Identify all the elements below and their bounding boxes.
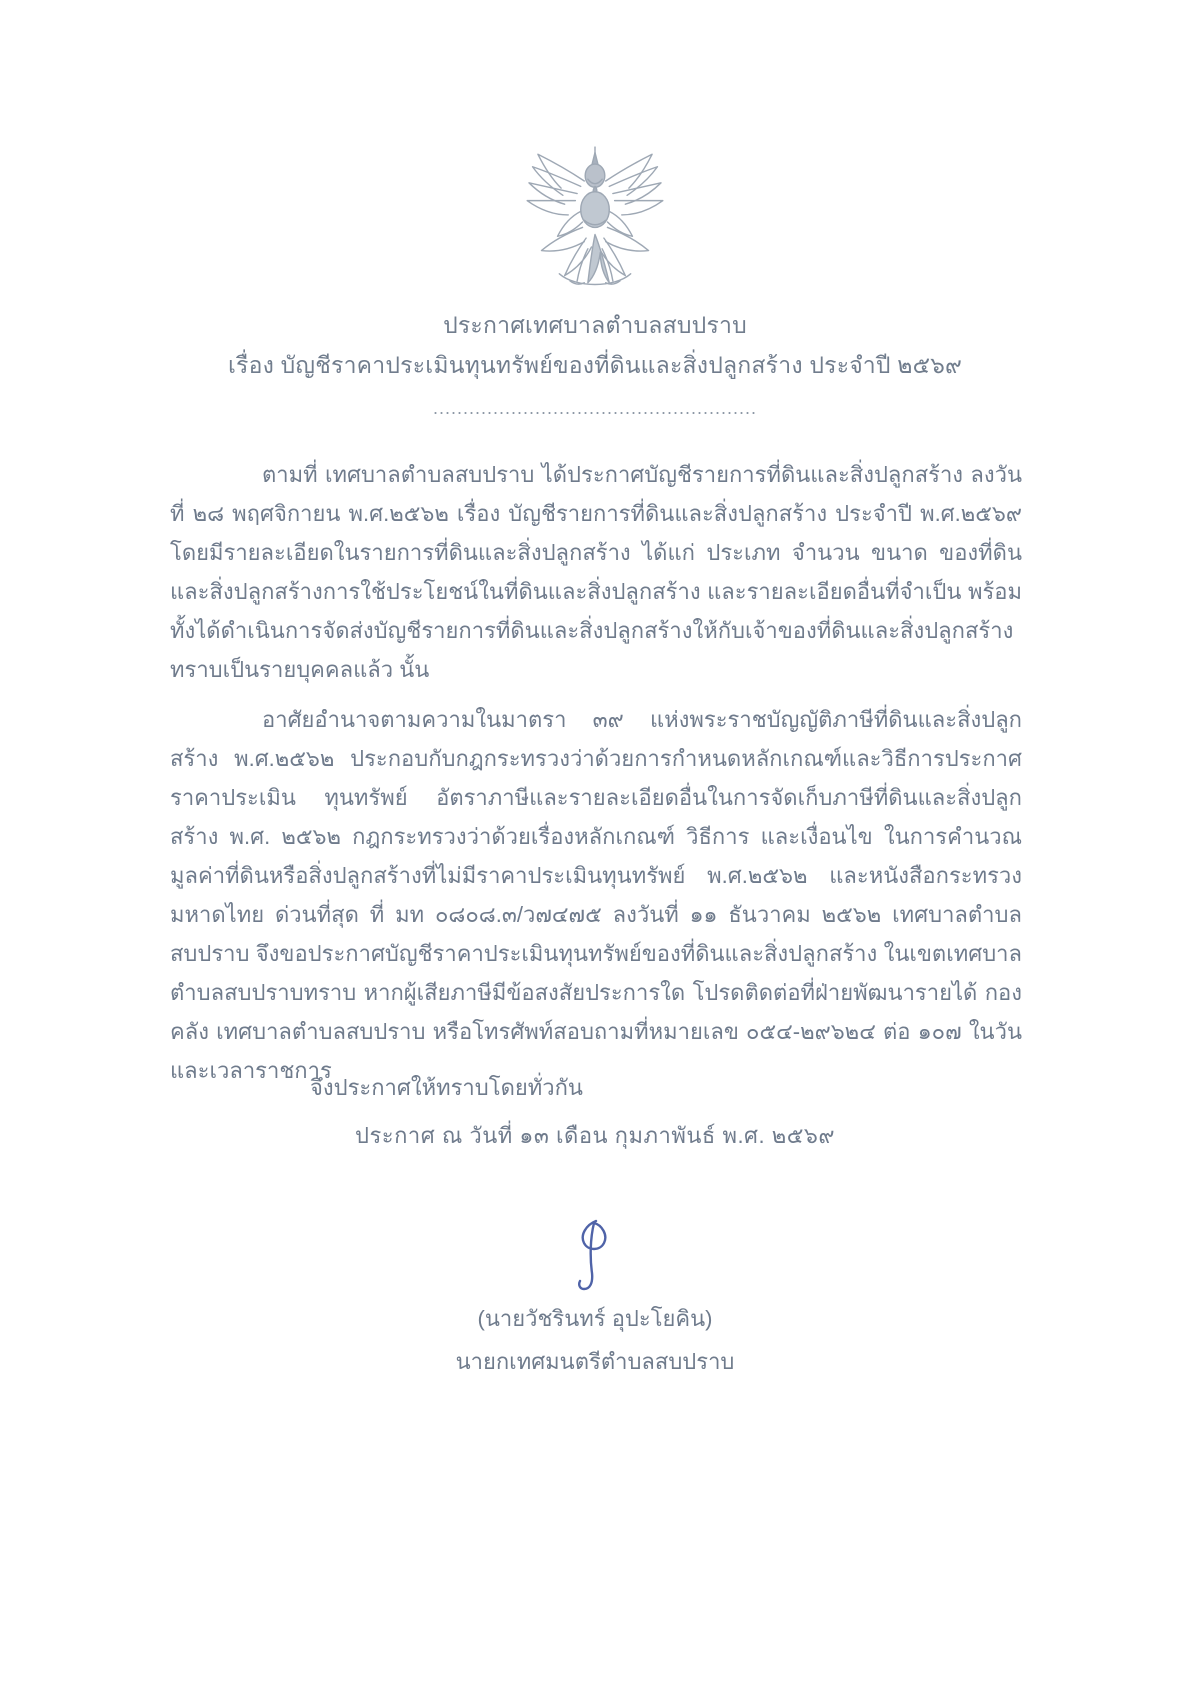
announcement-subject: เรื่อง บัญชีราคาประเมินทุนทรัพย์ของที่ดินและสิ่งปลูกสร้าง ประจำปี ๒๕๖๙: [227, 352, 963, 378]
handwritten-signature: [550, 1215, 640, 1295]
paragraph-1-text: ตามที่ เทศบาลตำบลสบปราบ ได้ประกาศบัญชีรายการที่ดินและสิ่งปลูกสร้าง ลงวันที่ ๒๘ พฤศจิกายน พ.ศ.๒๕๖๒ เรื่อง บัญชีรายการที่ดินและสิ่งปลูกสร้าง ประจำปี พ.ศ.๒๕๖๙ โดยมีรายละเอียดในรายการที่ดินและสิ่งปลูกสร้าง ได้แก่ ประเภท จำนวน ขนาด ของที่ดินและสิ่งปลูกสร้างการใช้ประโยชน์ในที่ดินและสิ่งปลูกสร้าง และรายละเอียดอื่นที่จำเป็น พร้อมทั้งได้ดำเนินการจัดส่งบัญชีรายการที่ดินและสิ่งปลูกสร้างให้กับเจ้าของที่ดินและสิ่งปลูกสร้างทราบเป็นรายบุคคลแล้ว นั้น: [170, 462, 1022, 682]
signature-block: [0, 1215, 1190, 1379]
paragraph-1: [170, 455, 1022, 689]
date-line: ประกาศ ณ วันที่ ๑๓ เดือน กุมภาพันธ์ พ.ศ. ๒๕๖๙: [355, 1123, 835, 1148]
paragraph-2: [170, 700, 1022, 1090]
announcement-title: ประกาศเทศบาลตำบลสบปราบ: [443, 312, 747, 338]
closing-line: จึงประกาศให้ทราบโดยทั่วกัน: [310, 1075, 583, 1100]
heading-divider: ......................................................: [432, 398, 758, 418]
signer-name: (นายวัชรินทร์ อุปะโยคิน): [477, 1306, 713, 1331]
signer-title: นายกเทศมนตรีตำบลสบปราบ: [455, 1349, 735, 1374]
paragraph-2-text: อาศัยอำนาจตามความในมาตรา ๓๙ แห่งพระราชบัญญัติภาษีที่ดินและสิ่งปลูกสร้าง พ.ศ.๒๕๖๒ ประกอบกับกฎกระทรวงว่าด้วยการกำหนดหลักเกณฑ์และวิธีการประกาศราคาประเมิน ทุนทรัพย์ อัตราภาษีและรายละเอียดอื่นในการจัดเก็บภาษีที่ดินและสิ่งปลูกสร้าง พ.ศ. ๒๕๖๒ กฎกระทรวงว่าด้วยเรื่องหลักเกณฑ์ วิธีการ และเงื่อนไข ในการคำนวณมูลค่าที่ดินหรือสิ่งปลูกสร้างที่ไม่มีราคาประเมินทุนทรัพย์ พ.ศ.๒๕๖๒ และหนังสือกระทรวงมหาดไทย ด่วนที่สุด ที่ มท ๐๘๐๘.๓/ว๗๔๗๕ ลงวันที่ ๑๑ ธันวาคม ๒๕๖๒ เทศบาลตำบลสบปราบ จึงขอประกาศบัญชีราคาประเมินทุนทรัพย์ของที่ดินและสิ่งปลูกสร้าง ในเขตเทศบาลตำบลสบปราบทราบ หากผู้เสียภาษีมีข้อสงสัยประการใด โปรดติดต่อที่ฝ่ายพัฒนารายได้ กองคลัง เทศบาลตำบลสบปราบ หรือโทรศัพท์สอบถามที่หมายเลข ๐๕๔-๒๙๖๒๔ ต่อ ๑๐๗ ในวันและเวลาราชการ: [170, 707, 1022, 1083]
document-heading: [0, 308, 1190, 419]
garuda-emblem: [505, 140, 685, 305]
emblem-container: [0, 140, 1190, 310]
